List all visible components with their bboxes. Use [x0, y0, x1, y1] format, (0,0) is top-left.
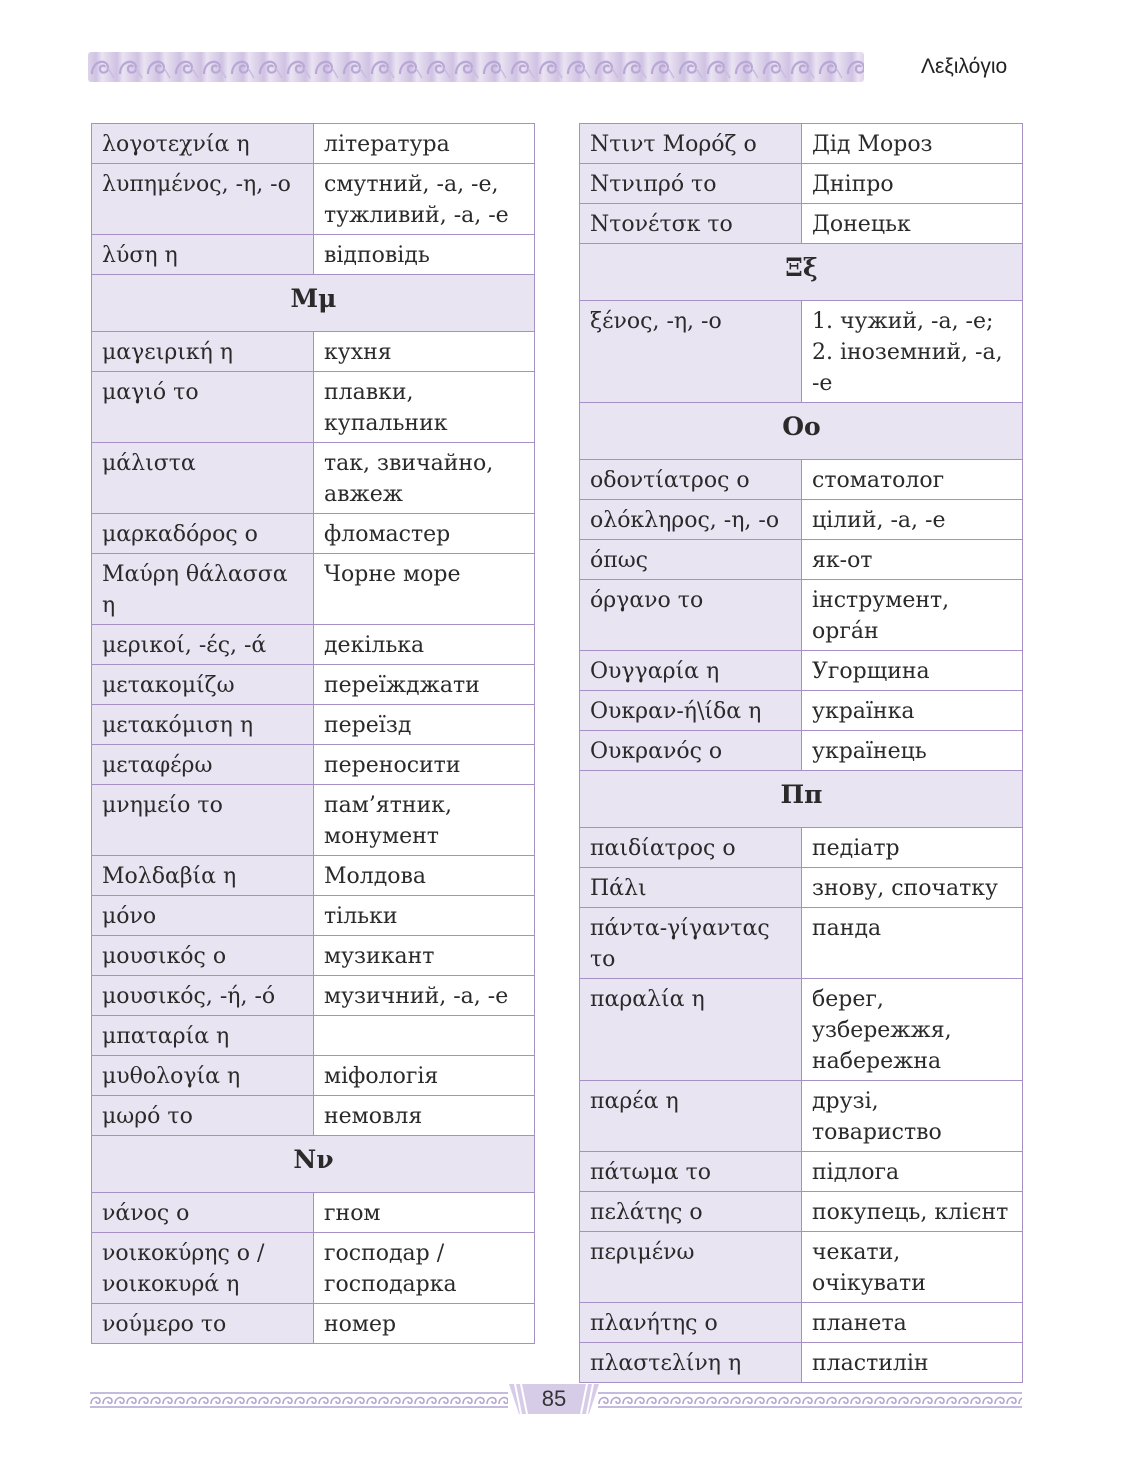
vocabulary-row	[92, 625, 535, 665]
greek-term: μεταφέρω	[92, 745, 314, 785]
greek-term: πάτωμα το	[580, 1152, 802, 1192]
header-ornament	[88, 52, 864, 82]
greek-term: Ντιντ Μορόζ ο	[580, 124, 802, 164]
greek-term: μαρκαδόρος ο	[92, 514, 314, 554]
greek-term: περιμένω	[580, 1232, 802, 1303]
ukrainian-translation: Молдова	[314, 856, 535, 896]
letter-section-header	[92, 275, 535, 332]
ukrainian-translation: література	[314, 124, 535, 164]
ukrainian-translation: плавки, купальник	[314, 372, 535, 443]
greek-term: μετακόμιση η	[92, 705, 314, 745]
vocabulary-row	[580, 1303, 1023, 1343]
greek-term: παιδίατρος ο	[580, 828, 802, 868]
ukrainian-translation: друзі, товариство	[802, 1081, 1023, 1152]
ukrainian-translation: українка	[802, 691, 1023, 731]
greek-term: μωρό το	[92, 1096, 314, 1136]
vocabulary-row	[580, 500, 1023, 540]
ukrainian-translation: як-от	[802, 540, 1023, 580]
vocabulary-row	[580, 1232, 1023, 1303]
footer-ornament-right	[598, 1390, 1022, 1410]
ukrainian-translation: знову, спочатку	[802, 868, 1023, 908]
ukrainian-translation: тільки	[314, 896, 535, 936]
ukrainian-translation: номер	[314, 1304, 535, 1344]
section-letter: Οο	[580, 403, 1023, 460]
vocabulary-row	[92, 1016, 535, 1056]
greek-term: Ουκραν-ή\ίδα η	[580, 691, 802, 731]
vocabulary-row	[580, 580, 1023, 651]
ukrainian-translation: планета	[802, 1303, 1023, 1343]
greek-term: μαγιό το	[92, 372, 314, 443]
ukrainian-translation: господар / господарка	[314, 1233, 535, 1304]
letter-section-header	[580, 771, 1023, 828]
greek-term: μετακομίζω	[92, 665, 314, 705]
greek-term: οδοντίατρος ο	[580, 460, 802, 500]
vocabulary-row	[580, 1192, 1023, 1232]
greek-term: πάντα-γίγαντας το	[580, 908, 802, 979]
greek-term: μουσικός, -ή, -ό	[92, 976, 314, 1016]
greek-term: μπαταρία η	[92, 1016, 314, 1056]
greek-term: Ουκρανός ο	[580, 731, 802, 771]
vocabulary-row	[580, 124, 1023, 164]
vocabulary-row	[580, 979, 1023, 1081]
greek-term: παραλία η	[580, 979, 802, 1081]
ukrainian-translation: берег, узбережжя, набережна	[802, 979, 1023, 1081]
vocabulary-row	[92, 1193, 535, 1233]
greek-term: Ντονέτσκ το	[580, 204, 802, 244]
ukrainian-translation: переїзд	[314, 705, 535, 745]
vocabulary-row	[92, 856, 535, 896]
ukrainian-translation: переносити	[314, 745, 535, 785]
footer-ornament-left	[90, 1390, 508, 1410]
vocabulary-table-right	[579, 123, 1023, 1383]
ukrainian-translation: переїжджати	[314, 665, 535, 705]
greek-term: μερικοί, -ές, -ά	[92, 625, 314, 665]
vocabulary-row	[580, 164, 1023, 204]
vocabulary-row	[92, 745, 535, 785]
vocabulary-row	[92, 1096, 535, 1136]
ukrainian-translation: смутний, -а, -е, тужливий, -а, -е	[314, 164, 535, 235]
greek-term: ξένος, -η, -ο	[580, 301, 802, 403]
ukrainian-translation: педіатр	[802, 828, 1023, 868]
greek-term: νούμερο το	[92, 1304, 314, 1344]
ukrainian-translation: кухня	[314, 332, 535, 372]
ukrainian-translation: декілька	[314, 625, 535, 665]
section-letter: Μμ	[92, 275, 535, 332]
greek-term: πλαστελίνη η	[580, 1343, 802, 1383]
vocabulary-row	[580, 301, 1023, 403]
greek-term: μνημείο το	[92, 785, 314, 856]
ukrainian-translation: музикант	[314, 936, 535, 976]
greek-term: Μαύρη θάλασσα η	[92, 554, 314, 625]
vocabulary-row	[580, 691, 1023, 731]
ukrainian-translation: Дніпро	[802, 164, 1023, 204]
ukrainian-translation	[314, 1016, 535, 1056]
ukrainian-translation: пам’ятник, монумент	[314, 785, 535, 856]
vocabulary-row	[580, 204, 1023, 244]
ukrainian-translation: гном	[314, 1193, 535, 1233]
section-letter: Νν	[92, 1136, 535, 1193]
vocabulary-row	[580, 868, 1023, 908]
vocabulary-row	[92, 332, 535, 372]
vocabulary-row	[580, 1152, 1023, 1192]
letter-section-header	[580, 244, 1023, 301]
ukrainian-translation: інструмент, орга́н	[802, 580, 1023, 651]
ukrainian-translation: українець	[802, 731, 1023, 771]
vocabulary-row	[580, 908, 1023, 979]
greek-term: Ουγγαρία η	[580, 651, 802, 691]
letter-section-header	[580, 403, 1023, 460]
ukrainian-translation: музичний, -а, -е	[314, 976, 535, 1016]
section-letter: Ξξ	[580, 244, 1023, 301]
ukrainian-translation: Угорщина	[802, 651, 1023, 691]
ukrainian-translation: Дід Мороз	[802, 124, 1023, 164]
ukrainian-translation: 1. чужий, -а, -е; 2. іноземний, -а, -е	[802, 301, 1023, 403]
vocabulary-row	[92, 124, 535, 164]
greek-term: νάνος ο	[92, 1193, 314, 1233]
greek-term: μυθολογία η	[92, 1056, 314, 1096]
page-header-title: Λεξιλόγιο	[921, 55, 1008, 78]
ukrainian-translation: покупець, клієнт	[802, 1192, 1023, 1232]
vocabulary-row	[580, 1343, 1023, 1383]
vocabulary-row	[92, 896, 535, 936]
vocabulary-row	[92, 1233, 535, 1304]
ukrainian-translation: панда	[802, 908, 1023, 979]
greek-term: πλανήτης ο	[580, 1303, 802, 1343]
greek-term: Μολδαβία η	[92, 856, 314, 896]
ukrainian-translation: цілий, -а, -е	[802, 500, 1023, 540]
vocabulary-row	[92, 665, 535, 705]
vocabulary-row	[92, 554, 535, 625]
vocabulary-row	[580, 651, 1023, 691]
greek-term: μαγειρική η	[92, 332, 314, 372]
ukrainian-translation: пластилін	[802, 1343, 1023, 1383]
greek-term: Πάλι	[580, 868, 802, 908]
vocabulary-row	[92, 705, 535, 745]
vocabulary-row	[92, 785, 535, 856]
greek-term: όπως	[580, 540, 802, 580]
wave-ornament-icon	[88, 52, 864, 82]
vocabulary-table-left	[91, 123, 535, 1344]
ukrainian-translation: немовля	[314, 1096, 535, 1136]
greek-term: μάλιστα	[92, 443, 314, 514]
vocabulary-row	[92, 514, 535, 554]
page-number: 85	[541, 1386, 567, 1411]
greek-term: νοικοκύρης ο / νοικοκυρά η	[92, 1233, 314, 1304]
ukrainian-translation: Донецьк	[802, 204, 1023, 244]
ukrainian-translation: підлога	[802, 1152, 1023, 1192]
greek-term: λύση η	[92, 235, 314, 275]
greek-term: ολόκληρος, -η, -ο	[580, 500, 802, 540]
greek-term: Ντνιπρό το	[580, 164, 802, 204]
vocabulary-row	[580, 1081, 1023, 1152]
vocabulary-row	[92, 164, 535, 235]
greek-term: όργανο το	[580, 580, 802, 651]
ukrainian-translation: фломастер	[314, 514, 535, 554]
greek-term: πελάτης ο	[580, 1192, 802, 1232]
vocabulary-row	[580, 828, 1023, 868]
ukrainian-translation: стоматолог	[802, 460, 1023, 500]
vocabulary-row	[580, 460, 1023, 500]
greek-term: μουσικός ο	[92, 936, 314, 976]
ukrainian-translation: так, звичайно, авжеж	[314, 443, 535, 514]
vocabulary-row	[580, 540, 1023, 580]
vocabulary-row	[92, 235, 535, 275]
greek-term: μόνο	[92, 896, 314, 936]
greek-term: λυπημένος, -η, -ο	[92, 164, 314, 235]
vocabulary-row	[92, 1056, 535, 1096]
vocabulary-row	[92, 443, 535, 514]
ukrainian-translation: відповідь	[314, 235, 535, 275]
greek-term: λογοτεχνία η	[92, 124, 314, 164]
section-letter: Ππ	[580, 771, 1023, 828]
letter-section-header	[92, 1136, 535, 1193]
vocabulary-row	[92, 372, 535, 443]
vocabulary-row	[92, 936, 535, 976]
ukrainian-translation: чекати, очікувати	[802, 1232, 1023, 1303]
vocabulary-row	[92, 976, 535, 1016]
ukrainian-translation: Чорне море	[314, 554, 535, 625]
ukrainian-translation: міфологія	[314, 1056, 535, 1096]
vocabulary-row	[580, 731, 1023, 771]
greek-term: παρέα η	[580, 1081, 802, 1152]
vocabulary-row	[92, 1304, 535, 1344]
